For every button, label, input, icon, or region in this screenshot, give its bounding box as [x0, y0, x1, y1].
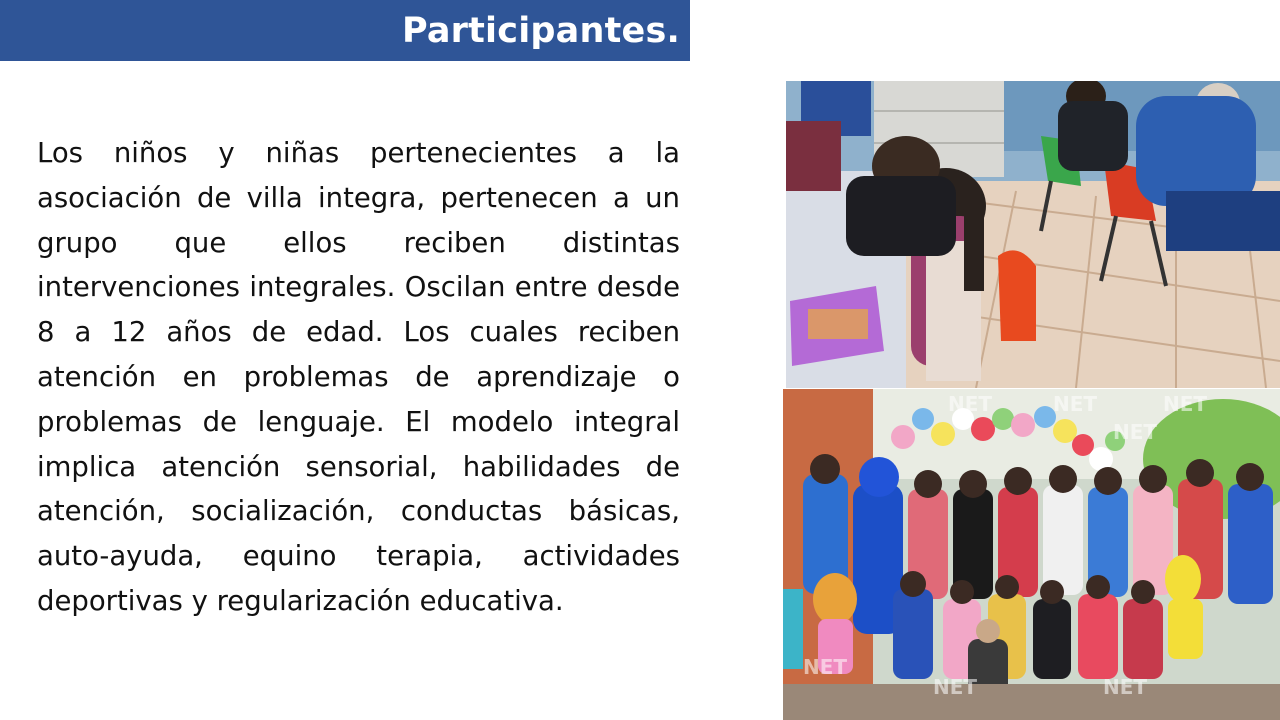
group-photo — [783, 389, 1280, 720]
body-paragraph: Los niños y niñas pertenecientes a la asociación de villa integra, pertenecen a un grupo que ellos reciben distintas intervenciones integrales. Oscilan entre desde 8 a 12 años de edad. Los cuales reciben atención en problemas de aprendizaje o problemas de lenguaje. El modelo integral implica atención sensorial, habilidades de atención, socialización, conductas básicas, auto-ayuda, equino terapia, actividades deportivas y regularización educativa. — [37, 137, 680, 617]
watermark-text: NET — [1113, 420, 1158, 444]
watermark-text: NET — [1053, 392, 1098, 416]
classroom-photo — [786, 81, 1280, 388]
watermark-text: NET — [1103, 675, 1148, 699]
watermark-text: NET — [803, 655, 848, 679]
watermark-text: NET — [948, 392, 993, 416]
watermark-text: NET — [933, 675, 978, 699]
title-bar — [0, 0, 690, 61]
slide-title: Participantes. — [401, 10, 680, 51]
watermark-text: NET — [1163, 392, 1208, 416]
